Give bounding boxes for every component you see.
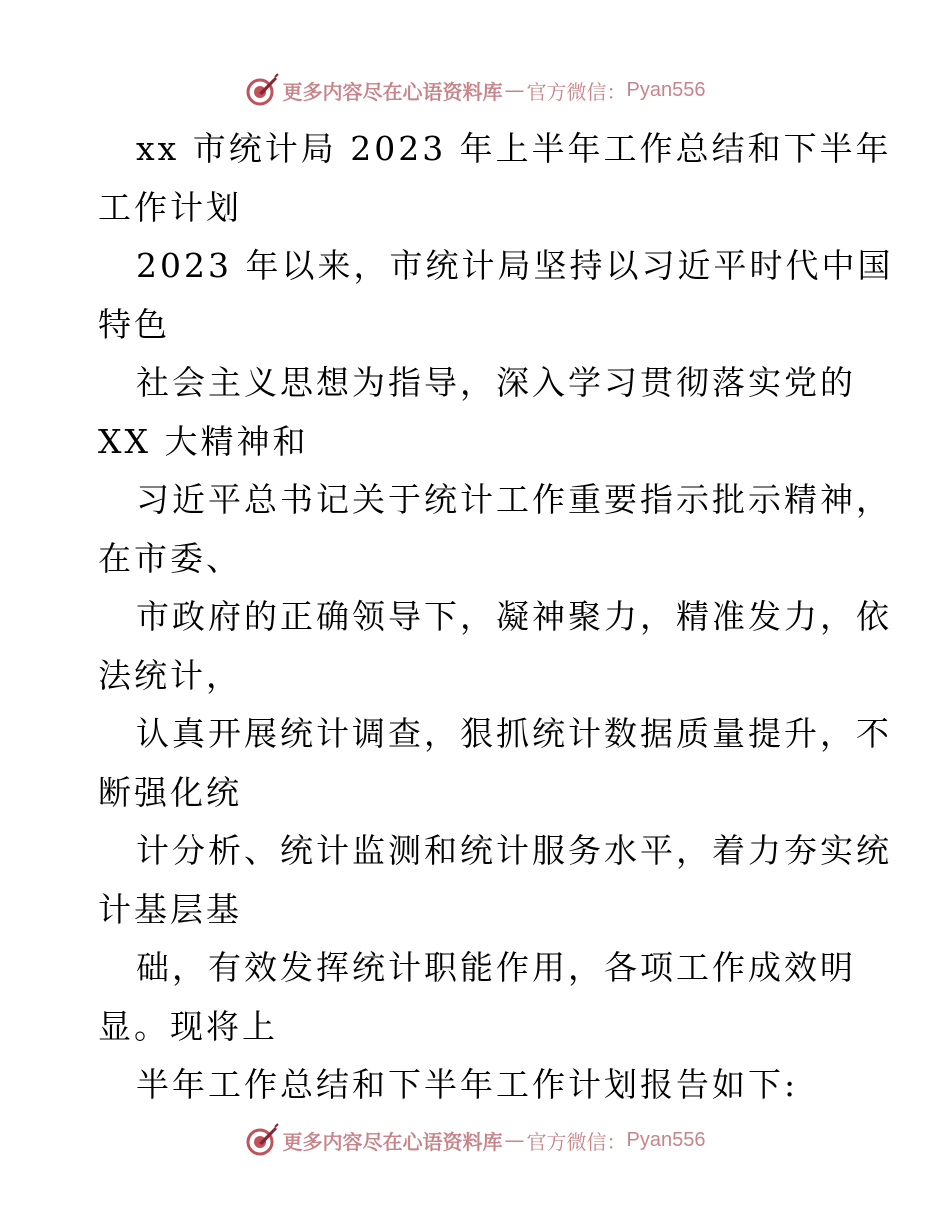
paragraph-line: 特色 xyxy=(98,304,170,344)
watermark-wechat-label: 官方微信： xyxy=(526,1129,627,1154)
paragraph-line: 认真开展统计调查，狠抓统计数据质量提升，不 xyxy=(136,714,892,753)
watermark-separator: — xyxy=(504,78,525,102)
watermark-main-text: 更多内容尽在心语资料库 xyxy=(282,1129,503,1154)
watermark-main-text: 更多内容尽在心语资料库 xyxy=(282,79,503,104)
paragraph-line: 础，有效发挥统计职能作用，各项工作成效明 xyxy=(136,948,856,987)
paragraph-line: 计基层基 xyxy=(98,889,242,929)
title-line-1: xx 市统计局 2023 年上半年工作总结和下半年 xyxy=(136,129,892,168)
paragraph-line: 2023 年以来，市统计局坚持以习近平时代中国 xyxy=(136,246,894,285)
footer-watermark xyxy=(0,1120,950,1160)
paragraph-line: 断强化统 xyxy=(98,772,242,812)
paragraph-line: 显。现将上 xyxy=(98,1006,278,1046)
paragraph-line: 半年工作总结和下半年工作计划报告如下: xyxy=(136,1065,799,1104)
paragraph-line: 社会主义思想为指导，深入学习贯彻落实党的 xyxy=(136,363,856,402)
title-line-2: 工作计划 xyxy=(98,187,242,227)
watermark-wechat-label: 官方微信： xyxy=(526,79,627,104)
watermark-separator: — xyxy=(504,1128,525,1152)
paragraph-line: 习近平总书记关于统计工作重要指示批示精神， xyxy=(136,480,892,519)
quill-circle-logo-icon xyxy=(245,1123,279,1157)
paragraph-line: 法统计， xyxy=(98,655,242,695)
watermark-wechat-id: Pyan556 xyxy=(626,78,706,101)
watermark-wechat-id: Pyan556 xyxy=(626,1128,706,1151)
paragraph-line: 计分析、统计监测和统计服务水平，着力夯实统 xyxy=(136,831,892,870)
document-body xyxy=(98,120,894,1115)
quill-circle-logo-icon xyxy=(245,73,279,107)
paragraph-line: 市政府的正确领导下，凝神聚力，精准发力，依 xyxy=(136,597,892,636)
paragraph-line: XX 大精神和 xyxy=(98,421,309,461)
paragraph-line: 在市委、 xyxy=(98,538,242,578)
header-watermark xyxy=(0,70,950,110)
